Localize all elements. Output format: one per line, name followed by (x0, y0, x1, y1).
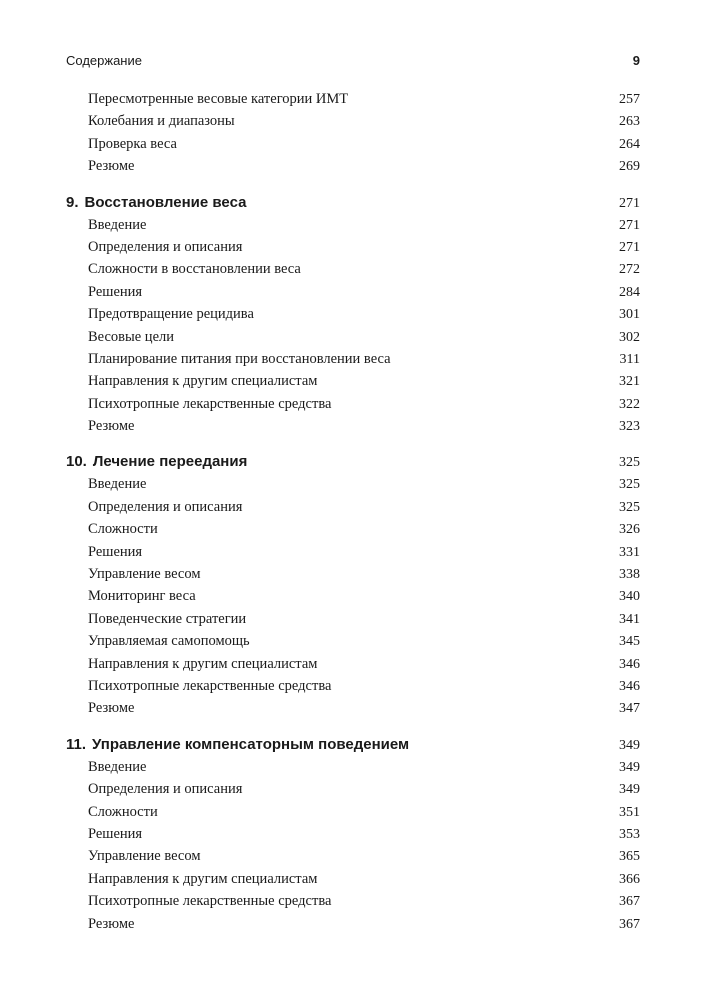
toc-entry (66, 415, 640, 437)
toc-entry-page-number: 301 (619, 307, 640, 323)
toc-entry (66, 281, 640, 303)
toc-entry-title: Планирование питания при восстановлении веса (88, 350, 391, 367)
toc-entry (66, 608, 640, 630)
toc-entry-page-number: 325 (619, 499, 640, 515)
chapter-heading (66, 734, 640, 756)
toc-entry-title: Сложности (88, 803, 158, 820)
toc-entry (66, 110, 640, 132)
toc-entry (66, 756, 640, 778)
toc-entry (66, 88, 640, 110)
toc-entry-page-number: 351 (619, 804, 640, 820)
toc-entry-page-number: 264 (619, 136, 640, 152)
running-header (66, 50, 640, 72)
toc-entry-title: Поведенческие стратегии (88, 610, 247, 627)
toc-entry (66, 697, 640, 719)
toc-entry (66, 236, 640, 258)
toc-entry (66, 585, 640, 607)
chapter-number: 11. (66, 735, 87, 753)
toc-entry (66, 563, 640, 585)
table-of-contents (66, 88, 640, 935)
toc-entry-title: Определения и описания (88, 781, 243, 798)
toc-entry-title: Резюме (88, 915, 135, 932)
chapter-name: Восстановление веса (84, 193, 247, 211)
toc-entry (66, 214, 640, 236)
toc-section (66, 88, 640, 178)
toc-entry (66, 473, 640, 495)
toc-entry-page-number: 326 (619, 522, 640, 538)
toc-entry-page-number: 365 (619, 849, 640, 865)
toc-entry (66, 778, 640, 800)
toc-entry (66, 653, 640, 675)
toc-entry (66, 518, 640, 540)
toc-entry-title: Сложности (88, 521, 158, 538)
toc-entry-title: Определения и описания (88, 238, 243, 255)
toc-entry-page-number: 263 (619, 114, 640, 130)
toc-entry-page-number: 323 (619, 419, 640, 435)
toc-entry-page-number: 272 (619, 262, 640, 278)
toc-entry (66, 370, 640, 392)
toc-entry-page-number: 346 (619, 656, 640, 672)
toc-entry-page-number: 331 (619, 544, 640, 560)
toc-entry-title: Психотропные лекарственные средства (88, 395, 332, 412)
toc-entry (66, 393, 640, 415)
toc-entry-page-number: 269 (619, 159, 640, 175)
toc-entry-page-number: 325 (619, 477, 640, 493)
toc-entry-page-number: 349 (619, 759, 640, 775)
toc-entry-title: Предотвращение рецидива (88, 306, 254, 323)
toc-section (66, 451, 640, 719)
toc-entry-page-number: 322 (619, 396, 640, 412)
toc-entry-title: Решения (88, 543, 143, 560)
running-header-title: Содержание (66, 53, 142, 68)
toc-entry-page-number: 345 (619, 634, 640, 650)
toc-entry-title: Введение (88, 216, 147, 233)
chapter-title (66, 451, 247, 473)
chapter-page-number: 349 (619, 737, 640, 753)
toc-entry-title: Введение (88, 476, 147, 493)
toc-entry (66, 348, 640, 370)
toc-entry-page-number: 366 (619, 871, 640, 887)
toc-entry-page-number: 340 (619, 589, 640, 605)
toc-entry (66, 890, 640, 912)
toc-section (66, 734, 640, 935)
toc-entry-title: Психотропные лекарственные средства (88, 893, 332, 910)
toc-entry-title: Направления к другим специалистам (88, 870, 318, 887)
toc-entry-page-number: 321 (619, 374, 640, 390)
toc-entry-title: Колебания и диапазоны (88, 113, 235, 130)
toc-entry-page-number: 311 (619, 351, 640, 367)
toc-entry-title: Резюме (88, 700, 135, 717)
toc-entry (66, 845, 640, 867)
toc-entry-title: Управляемая самопомощь (88, 633, 250, 650)
toc-entry (66, 801, 640, 823)
toc-entry (66, 868, 640, 890)
toc-entry-title: Резюме (88, 158, 135, 175)
toc-entry (66, 303, 640, 325)
toc-entry-title: Управление весом (88, 848, 201, 865)
toc-entry-title: Решения (88, 825, 143, 842)
toc-entry-page-number: 271 (619, 239, 640, 255)
toc-entry (66, 496, 640, 518)
toc-entry-page-number: 284 (619, 284, 640, 300)
toc-entry (66, 541, 640, 563)
chapter-title (66, 734, 409, 756)
chapter-number: 9. (66, 193, 79, 211)
chapter-page-number: 271 (619, 195, 640, 211)
toc-entry-page-number: 302 (619, 329, 640, 345)
chapter-title (66, 192, 246, 214)
toc-entry (66, 326, 640, 348)
toc-entry-page-number: 349 (619, 782, 640, 798)
toc-entry-title: Проверка веса (88, 135, 177, 152)
toc-page (66, 50, 640, 949)
toc-entry-title: Мониторинг веса (88, 588, 196, 605)
toc-entry-page-number: 367 (619, 916, 640, 932)
toc-entry-page-number: 338 (619, 567, 640, 583)
chapter-heading (66, 192, 640, 214)
running-header-page-number: 9 (632, 53, 640, 68)
toc-entry (66, 155, 640, 177)
toc-entry-title: Весовые цели (88, 328, 174, 345)
toc-entry-title: Психотропные лекарственные средства (88, 677, 332, 694)
toc-entry (66, 258, 640, 280)
toc-entry-title: Решения (88, 283, 143, 300)
toc-entry-title: Резюме (88, 418, 135, 435)
toc-entry (66, 913, 640, 935)
toc-entry-page-number: 353 (619, 826, 640, 842)
toc-entry-page-number: 346 (619, 678, 640, 694)
toc-entry-title: Направления к другим специалистам (88, 655, 318, 672)
toc-entry (66, 823, 640, 845)
toc-entry-title: Пересмотренные весовые категории ИМТ (88, 91, 349, 107)
chapter-name: Управление компенсаторным поведением (92, 735, 410, 753)
toc-entry-title: Управление весом (88, 566, 201, 583)
chapter-name: Лечение переедания (92, 453, 248, 471)
toc-section (66, 192, 640, 438)
toc-entry-title: Направления к другим специалистам (88, 373, 318, 390)
toc-entry (66, 133, 640, 155)
toc-entry (66, 675, 640, 697)
toc-entry (66, 630, 640, 652)
chapter-page-number: 325 (619, 455, 640, 471)
toc-entry-page-number: 341 (619, 611, 640, 627)
toc-entry-page-number: 347 (619, 701, 640, 717)
toc-entry-page-number: 257 (619, 92, 640, 107)
toc-entry-page-number: 367 (619, 894, 640, 910)
chapter-heading (66, 451, 640, 473)
toc-entry-page-number: 271 (619, 217, 640, 233)
toc-entry-title: Сложности в восстановлении веса (88, 261, 301, 278)
chapter-number: 10. (66, 453, 87, 471)
toc-entry-title: Введение (88, 758, 147, 775)
toc-entry-title: Определения и описания (88, 498, 243, 515)
